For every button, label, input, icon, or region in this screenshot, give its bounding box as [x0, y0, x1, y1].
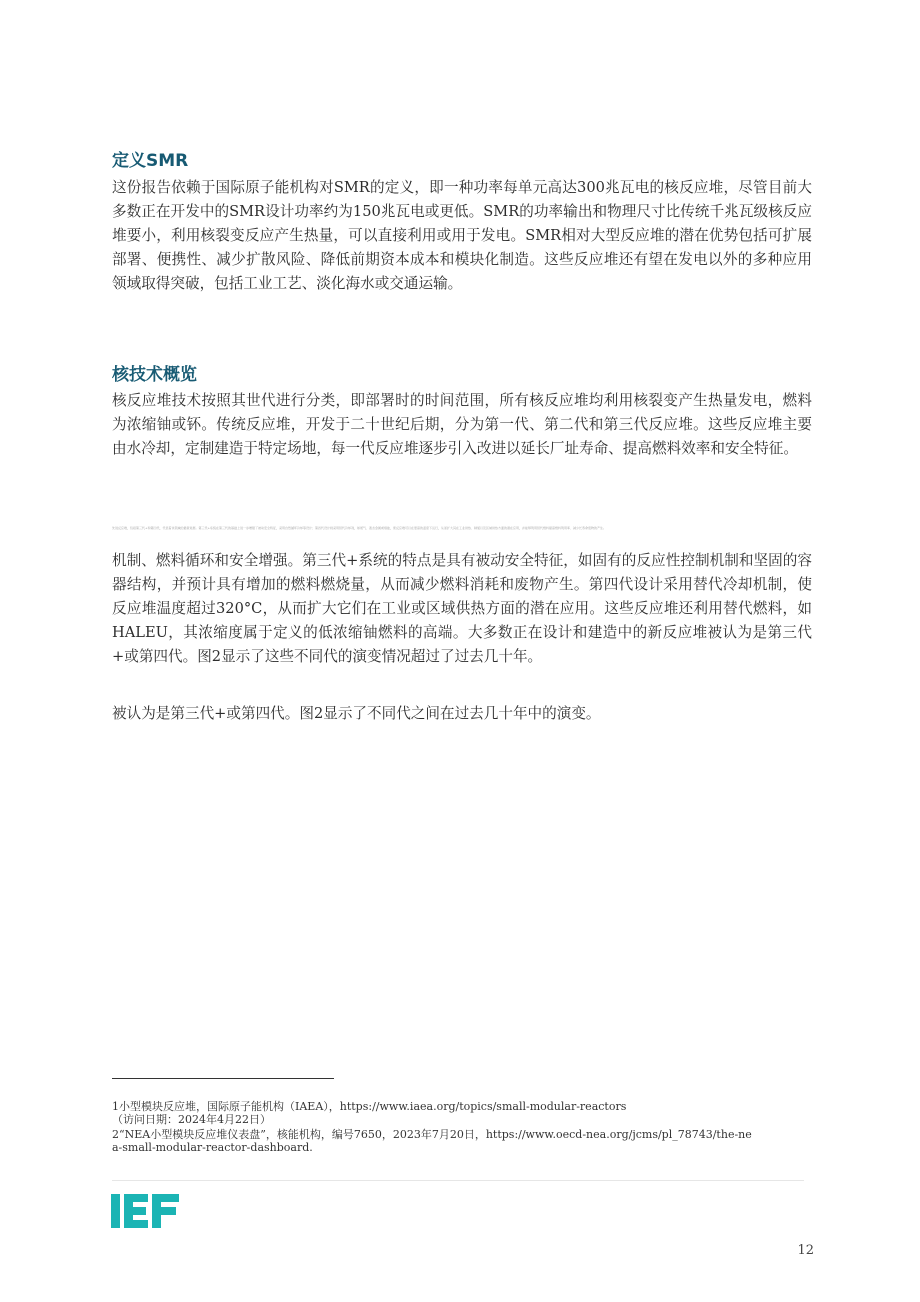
tiny-overlay-text: 先进反应堆，包括第三代+和第四代，代表着该领域的最新进展。第三代+系统在第三代的基础上进一步增强了被动安全特征，采用自然循环冷却等设计；第四代设计则采用替代冷却剂，如氦气、液态金属或熔盐，使反应堆可以在更高的温度下运行，从而扩大其在工业供热、制氢以及区域供热方面的潜在应用，并能够利用替代燃料提高燃料利用率、减少长寿命废物的产生。 — [112, 526, 607, 530]
page-number: 12 — [797, 1243, 814, 1258]
continuation-short-paragraph: 被认为是第三代+或第四代。图2显示了不同代之间在过去几十年中的演变。 — [112, 705, 601, 722]
footnote-1 — [112, 1100, 812, 1126]
footnote-divider — [112, 1078, 334, 1079]
tech-overview-heading: 核技术概览 — [112, 365, 197, 385]
ief-logo — [111, 1194, 181, 1228]
footer-divider — [112, 1180, 804, 1181]
footnote-2: 2“NEA小型模块反应堆仪表盘”，核能机构，编号7650，2023年7月20日，https://www.oecd-nea.org/jcms/pl_78743/the-nea-small-modular-reactor-dashboard. — [112, 1128, 752, 1154]
smr-definition-heading: 定义SMR — [112, 151, 189, 171]
footnote-1-line-1: 1小型模块反应堆，国际原子能机构（IAEA），https://www.iaea.org/topics/small-modular-reactors — [112, 1100, 627, 1113]
continuation-paragraph: 机制、燃料循环和安全增强。第三代+系统的特点是具有被动安全特征，如固有的反应性控制机制和坚固的容器结构，并预计具有增加的燃料燃烧量，从而减少燃料消耗和废物产生。第四代设计采用替代冷却机制，使反应堆温度超过320°C，从而扩大它们在工业或区域供热方面的潜在应用。这些反应堆还利用替代燃料，如HALEU，其浓缩度属于定义的低浓缩铀燃料的高端。大多数正在设计和建造中的新反应堆被认为是第三代+或第四代。图2显示了这些不同代的演变情况超过了过去几十年。 — [112, 552, 812, 665]
footnote-1-line-2: （访问日期：2024年4月22日） — [112, 1113, 271, 1126]
tech-overview-paragraph: 核反应堆技术按照其世代进行分类，即部署时的时间范围，所有核反应堆均利用核裂变产生热量发电，燃料为浓缩铀或钚。传统反应堆，开发于二十世纪后期，分为第一代、第二代和第三代反应堆。这些反应堆主要由水冷却，定制建造于特定场地，每一代反应堆逐步引入改进以延长厂址寿命、提高燃料效率和安全特征。 — [112, 392, 812, 457]
smr-definition-paragraph: 这份报告依赖于国际原子能机构对SMR的定义，即一种功率每单元高达300兆瓦电的核反应堆，尽管目前大多数正在开发中的SMR设计功率约为150兆瓦电或更低。SMR的功率输出和物理尺寸比传统千兆瓦级核反应堆要小，利用核裂变反应产生热量，可以直接利用或用于发电。SMR相对大型反应堆的潜在优势包括可扩展部署、便携性、减少扩散风险、降低前期资本成本和模块化制造。这些反应堆还有望在发电以外的多种应用领域取得突破，包括工业工艺、淡化海水或交通运输。 — [112, 179, 812, 292]
